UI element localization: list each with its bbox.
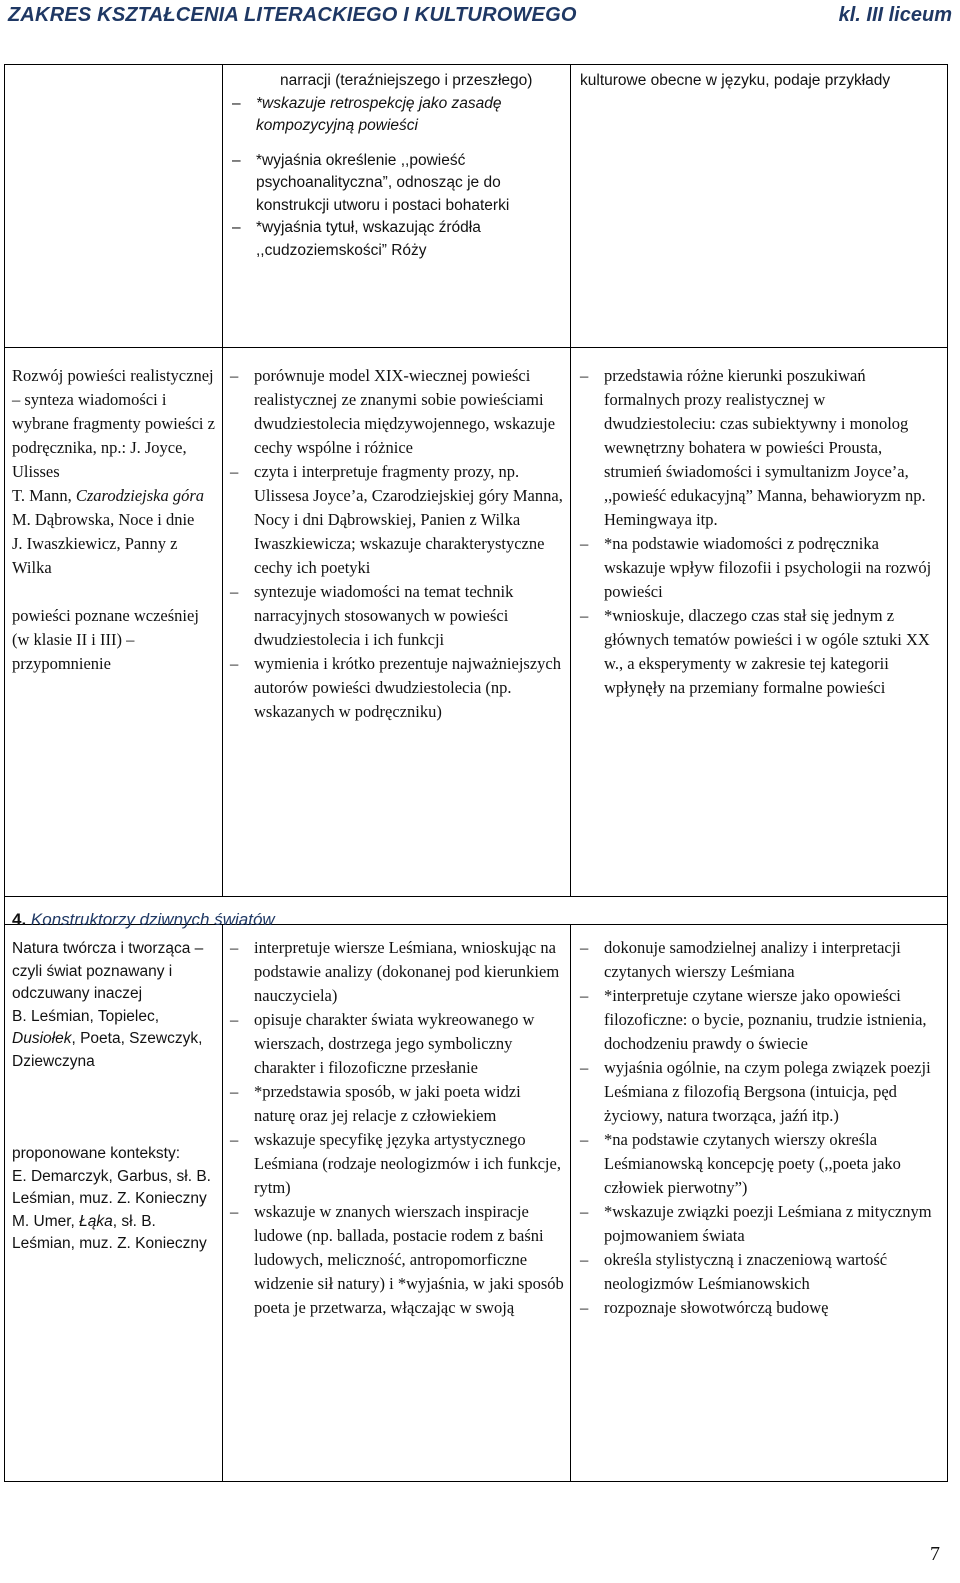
row2-iwaszkiewicz: J. Iwaszkiewicz, Panny z Wilka (12, 534, 178, 577)
header-title: ZAKRES KSZTAŁCENIA LITERACKIEGO I KULTUROWEGO (8, 4, 577, 26)
row3-mid-item: – interpretuje wiersze Leśmiana, wnioskując na podstawie analizy (dokonanej pod kierunkiem nauczyciela) (230, 936, 566, 1008)
row1-right-cell (580, 70, 940, 93)
row2-right-item: – *na podstawie wiadomości z podręcznika wskazuje wpływ filozofii i psychologii na rozwój powieści (580, 532, 940, 604)
table-border-left (4, 64, 5, 1482)
row-divider-1 (4, 347, 948, 348)
row1-mid-cell (256, 70, 556, 262)
section-number: 4. (12, 910, 27, 929)
section-heading (12, 910, 275, 930)
row3-right-item: – określa stylistyczną i znaczeniową wartość neologizmów Leśmianowskich (580, 1248, 942, 1296)
row2-right-item: – *wnioskuje, dlaczego czas stał się jednym z głównych tematów powieści i w ogóle sztuki XX w., a eksperymenty w zakresie tej kategorii wpłynęły na przemiany formalne powieści (580, 604, 940, 700)
row3-mid-item: – wskazuje w znanych wierszach inspiracje ludowe (np. ballada, postacie rodem z baśni ludowych, meliczność, antropomorficzne widzenie sił natury) i *wyjaśnia, w jaki sposób poeta je przetwarza, włączając w swoją (230, 1200, 566, 1320)
page-number: 7 (930, 1543, 940, 1565)
row2-right-item: – przedstawia różne kierunki poszukiwań formalnych prozy realistycznej w dwudziestoleciu: czas subiektywny i monolog wewnętrzny bohatera w powieści Prousta, strumień świadomości i symultanizm Joyce’a, ,,powieść edukacyjną” Manna, behawioryzm np. Hemingwaya itp. (580, 364, 940, 532)
row1-mid-first: narracji (teraźniejszego i przeszłego) (280, 72, 533, 89)
row2-mid-item: – czyta i interpretuje fragmenty prozy, np. Ulissesa Joyce’a, Czarodziejskiej góry Manna, Nocy i dni Dąbrowskiej, Panien z Wilka Iwaszkiewicza; wskazuje charakterystyczne cechy ich poetyki (230, 460, 566, 580)
row3-context-umer: M. Umer, Łąka, sł. B. Leśmian, muz. Z. Konieczny (12, 1212, 207, 1252)
curriculum-table (4, 64, 948, 1482)
row1-mid-item: – *wyjaśnia tytuł, wskazując źródła ,,cudzoziemskości” Róży (232, 217, 556, 262)
row3-right-item: – wyjaśnia ogólnie, na czym polega związek poezji Leśmiana z filozofią Bergsona (intuicja, pęd życiowy, natura tworząca, jaźń itp.) (580, 1056, 942, 1128)
row3-right-item: – *wskazuje związki poezji Leśmiana z mitycznym pojmowaniem świata (580, 1200, 942, 1248)
col-divider-2b (570, 924, 571, 1482)
row3-poems: B. Leśmian, Topielec, Dusiołek, Poeta, Szewczyk, Dziewczyna (12, 1007, 203, 1070)
row1-mid-item: – *wyjaśnia określenie ,,powieść psychoanalityczna”, odnosząc je do konstrukcji utworu i postaci bohaterki (232, 150, 556, 218)
header-class: kl. III liceum (838, 4, 952, 26)
row3-mid-item: – *przedstawia sposób, w jaki poeta widzi naturę oraz jej relacje z człowiekiem (230, 1080, 566, 1128)
page-header (8, 2, 952, 32)
col-divider-2a (570, 64, 571, 897)
row2-mid-item: – wymienia i krótko prezentuje najważniejszych autorów powieści dwudziestolecia (np. wskazanych w podręczniku) (230, 652, 566, 724)
row1-right-text: kulturowe obecne w języku, podaje przykłady (580, 72, 891, 89)
row2-left-cell (12, 364, 216, 676)
row3-mid-cell (230, 936, 566, 1320)
row2-right-cell (580, 364, 940, 700)
row2-mid-item: – porównuje model XIX-wiecznej powieści realistycznej ze znanymi sobie powieściami dwudziestolecia międzywojennego, wskazuje cechy wspólne i różnice (230, 364, 566, 460)
row2-mid-item: – syntezuje wiadomości na temat technik narracyjnych stosowanych w powieści dwudziestolecia i ich funkcji (230, 580, 566, 652)
row3-contexts-label: proponowane konteksty: (12, 1145, 181, 1162)
row3-left-cell (12, 938, 218, 1256)
table-border-right (947, 64, 948, 1482)
row3-topic: Natura twórcza i tworząca – czyli świat poznawany i odczuwany inaczej (12, 940, 204, 1002)
row2-dabrowska: M. Dąbrowska, Noce i dnie (12, 510, 195, 529)
row2-topic: Rozwój powieści realistycznej – synteza wiadomości i wybrane fragmenty powieści z podręcznika, np.: J. Joyce, Ulisses (12, 366, 215, 481)
row3-right-item: – rozpoznaje słowotwórczą budowę (580, 1296, 942, 1320)
row1-mid-item: – *wskazuje retrospekcję jako zasadę kompozycyjną powieści (232, 93, 556, 138)
row2-mann: T. Mann, Czarodziejska góra (12, 486, 205, 505)
section-title: Konstruktorzy dziwnych światów (30, 910, 275, 929)
col-divider-1b (222, 924, 223, 1482)
row3-right-item: – *interpretuje czytane wiersze jako opowieści filozoficzne: o bycie, poznaniu, trudzie istnienia, dochodzeniu prawdy o świecie (580, 984, 942, 1056)
row3-right-item: – *na podstawie czytanych wierszy określa Leśmianowską koncepcję poety (,,poeta jako człowiek pierwotny”) (580, 1128, 942, 1200)
row3-mid-item: – opisuje charakter świata wykreowanego w wierszach, dostrzega jego symboliczny charakter i filozoficzne przesłanie (230, 1008, 566, 1080)
row-divider-2 (4, 896, 948, 897)
row3-mid-item: – wskazuje specyfikę języka artystycznego Leśmiana (rodzaje neologizmów i ich funkcje, rytm) (230, 1128, 566, 1200)
table-border-bottom (4, 1481, 948, 1482)
col-divider-1a (222, 64, 223, 897)
row2-reminder: powieści poznane wcześniej (w klasie II i III) – przypomnienie (12, 606, 199, 673)
row3-context-demarczyk: E. Demarczyk, Garbus, sł. B. Leśmian, muz. Z. Konieczny (12, 1167, 211, 1207)
row3-right-cell (580, 936, 942, 1320)
table-border-top (4, 64, 948, 65)
row2-mid-cell (230, 364, 566, 724)
row3-right-item: – dokonuje samodzielnej analizy i interpretacji czytanych wierszy Leśmiana (580, 936, 942, 984)
